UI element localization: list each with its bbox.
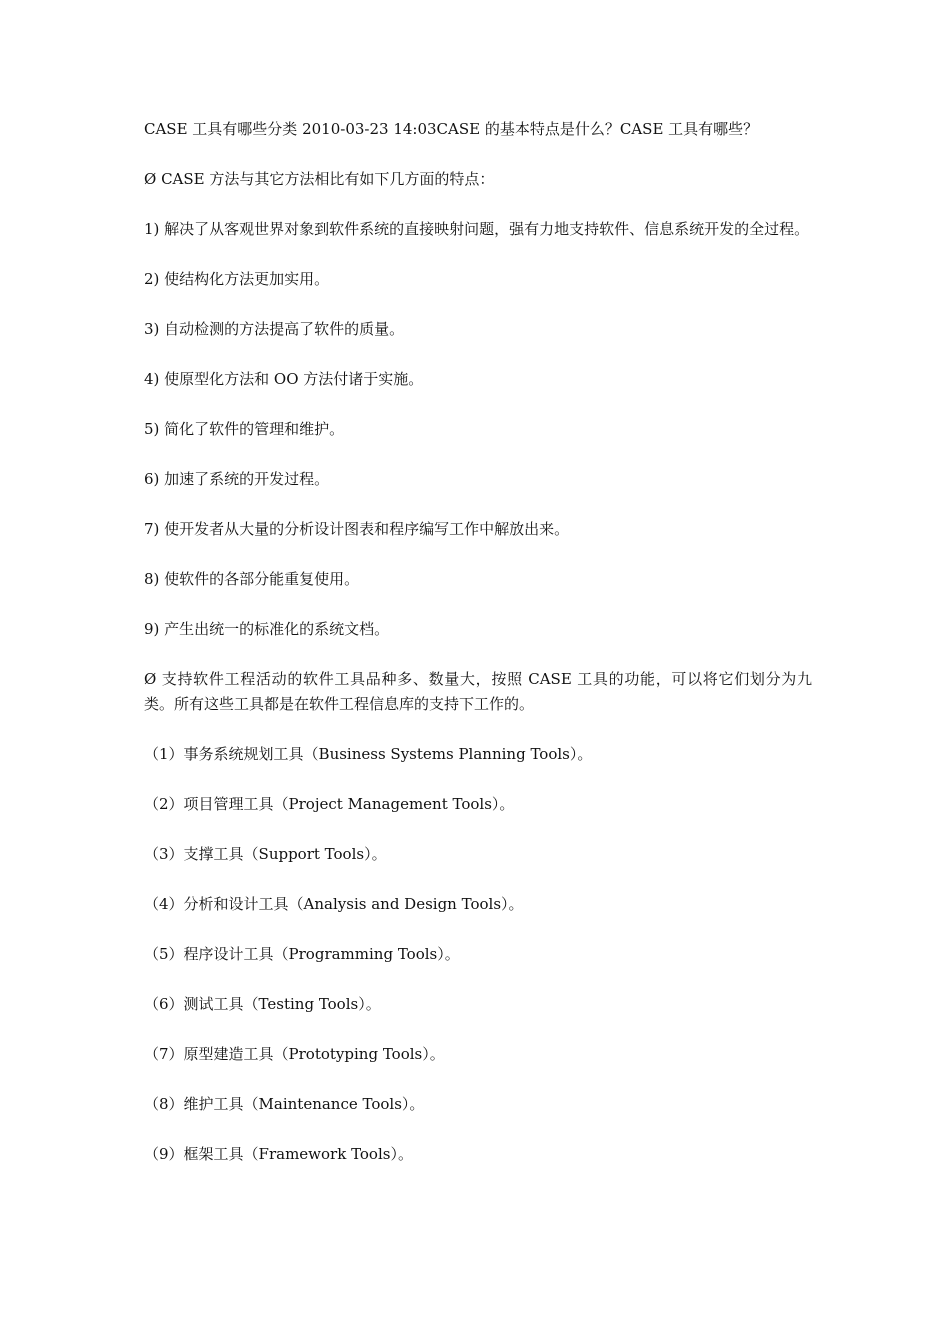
feature-item-2: 2) 使结构化方法更加实用。 (144, 270, 330, 288)
tool-item-8: （8）维护工具（Maintenance Tools）。 (144, 1095, 425, 1113)
document-heading: CASE 工具有哪些分类 2010-03-23 14:03CASE 的基本特点是什么？CASE 工具有哪些？ (144, 120, 759, 138)
tool-item-9: （9）框架工具（Framework Tools）。 (144, 1145, 413, 1163)
document-page (144, 117, 812, 1192)
tool-item-2: （2）项目管理工具（Project Management Tools）。 (144, 795, 515, 813)
feature-item-4: 4) 使原型化方法和 OO 方法付诸于实施。 (144, 370, 424, 388)
feature-item-8: 8) 使软件的各部分能重复使用。 (144, 570, 360, 588)
tool-item-7: （7）原型建造工具（Prototyping Tools）。 (144, 1045, 445, 1063)
tools-intro: Ø 支持软件工程活动的软件工具品种多、数量大，按照 CASE 工具的功能，可以将它们划分为九类。所有这些工具都是在软件工程信息库的支持下工作的。 (144, 670, 812, 713)
feature-item-6: 6) 加速了系统的开发过程。 (144, 470, 330, 488)
tool-item-5: （5）程序设计工具（Programming Tools）。 (144, 945, 460, 963)
feature-item-7: 7) 使开发者从大量的分析设计图表和程序编写工作中解放出来。 (144, 520, 570, 538)
tool-item-3: （3）支撑工具（Support Tools）。 (144, 845, 387, 863)
tool-item-6: （6）测试工具（Testing Tools）。 (144, 995, 381, 1013)
feature-item-3: 3) 自动检测的方法提高了软件的质量。 (144, 320, 405, 338)
feature-item-5: 5) 简化了软件的管理和维护。 (144, 420, 345, 438)
feature-item-1: 1) 解决了从客观世界对象到软件系统的直接映射问题，强有力地支持软件、信息系统开发的全过程。 (144, 220, 810, 238)
tool-item-1: （1）事务系统规划工具（Business Systems Planning Tools）。 (144, 745, 593, 763)
feature-item-9: 9) 产生出统一的标准化的系统文档。 (144, 620, 390, 638)
features-intro: Ø CASE 方法与其它方法相比有如下几方面的特点： (144, 170, 495, 188)
tool-item-4: （4）分析和设计工具（Analysis and Design Tools）。 (144, 895, 524, 913)
